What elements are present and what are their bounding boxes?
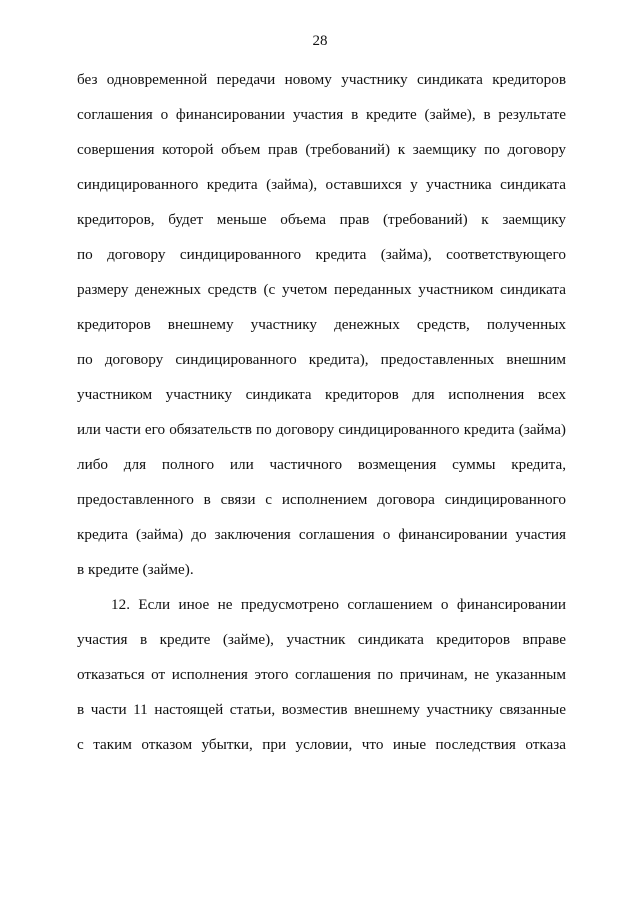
paragraph-12 <box>77 595 566 770</box>
text-line: отказаться от исполнения этого соглашения по причинам, не указанным <box>77 666 566 683</box>
paragraph-continuation <box>77 70 566 595</box>
text-line: совершения которой объем прав (требований) к заемщику по договору <box>77 141 566 158</box>
text-line: соглашения о финансировании участия в кредите (займе), в результате <box>77 106 566 123</box>
text-line: кредиторов внешнему участнику денежных средств, полученных <box>77 316 566 333</box>
text-line: или части его обязательств по договору синдицированного кредита (займа) <box>77 421 566 438</box>
text-line: по договору синдицированного кредита), предоставленных внешним <box>77 351 566 368</box>
page-number: 28 <box>312 33 328 49</box>
text-line: 12. Если иное не предусмотрено соглашением о финансировании <box>111 596 566 613</box>
text-line: в части 11 настоящей статьи, возместив внешнему участнику связанные <box>77 701 566 718</box>
text-line: по договору синдицированного кредита (займа), соответствующего <box>77 246 566 263</box>
text-line: кредита (займа) до заключения соглашения о финансировании участия <box>77 526 566 543</box>
text-line: с таким отказом убытки, при условии, что иные последствия отказа <box>77 736 566 753</box>
text-line: без одновременной передачи новому участнику синдиката кредиторов <box>77 71 566 88</box>
text-line: предоставленного в связи с исполнением договора синдицированного <box>77 491 566 508</box>
text-line: синдицированного кредита (займа), оставшихся у участника синдиката <box>77 176 566 193</box>
text-line: кредиторов, будет меньше объема прав (требований) к заемщику <box>77 211 566 228</box>
text-line: участником участнику синдиката кредиторов для исполнения всех <box>77 386 566 403</box>
text-line: либо для полного или частичного возмещения суммы кредита, <box>77 456 566 473</box>
text-line: участия в кредите (займе), участник синдиката кредиторов вправе <box>77 631 566 648</box>
text-line: размеру денежных средств (с учетом переданных участником синдиката <box>77 281 566 298</box>
text-line: в кредите (займе). <box>77 561 194 578</box>
document-body <box>77 70 566 770</box>
